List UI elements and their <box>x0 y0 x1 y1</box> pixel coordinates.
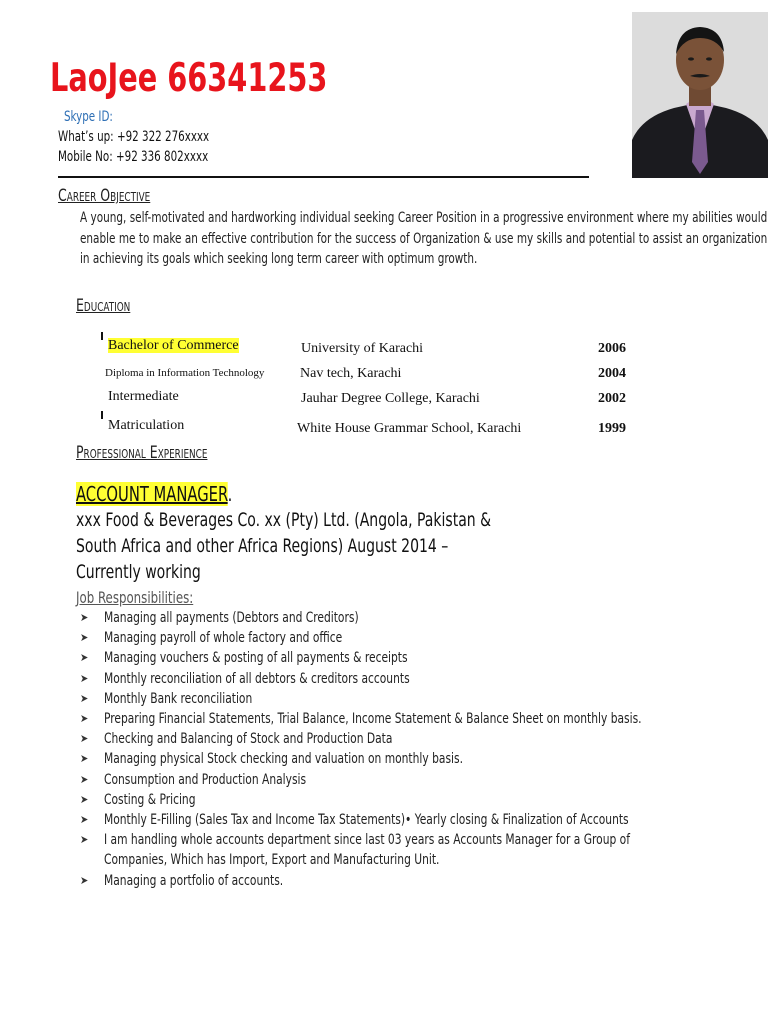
bullet-arrow-icon: ➤ <box>80 873 89 887</box>
header-divider <box>58 176 589 178</box>
edu-tick-2 <box>101 411 103 419</box>
edu-institute-4: White House Grammar School, Karachi <box>297 421 522 436</box>
edu-year-1: 2006 <box>598 341 626 356</box>
responsibility-text: Managing vouchers & posting of all payments & receipts <box>104 650 408 667</box>
edu-year-4: 1999 <box>598 421 626 436</box>
responsibility-item <box>80 749 768 769</box>
edu-year-3: 2002 <box>598 391 626 406</box>
section-education: Education <box>76 296 131 316</box>
bullet-arrow-icon: ➤ <box>80 712 89 726</box>
responsibility-text: Checking and Balancing of Stock and Production Data <box>104 731 393 748</box>
responsibility-text: Managing all payments (Debtors and Creditors) <box>104 610 359 626</box>
bullet-arrow-icon: ➤ <box>80 752 89 766</box>
edu-degree-3: Intermediate <box>108 389 179 404</box>
section-career-objective: Career Objective <box>58 186 151 206</box>
responsibility-item <box>80 729 768 749</box>
responsibility-item <box>80 810 768 830</box>
bullet-arrow-icon: ➤ <box>80 772 89 786</box>
responsibility-item <box>80 628 768 648</box>
section-professional-experience: Professional Experience <box>76 443 208 463</box>
responsibility-item <box>80 608 768 628</box>
edu-degree-1: Bachelor of Commerce <box>108 338 239 353</box>
responsibility-item <box>80 709 768 729</box>
responsibility-text: Monthly E-Filling (Sales Tax and Income Tax Statements)• Yearly closing & Finalization of Accounts <box>104 812 629 829</box>
candidate-name: LaoJee 66341253 <box>50 56 328 101</box>
edu-year-2: 2004 <box>598 366 626 381</box>
edu-degree-4: Matriculation <box>108 418 185 433</box>
edu-degree-2: Diploma in Information Technology <box>105 367 265 379</box>
responsibility-text: Costing & Pricing <box>104 791 196 808</box>
responsibility-text: Preparing Financial Statements, Trial Balance, Income Statement & Balance Sheet on monthly basis. <box>104 711 642 728</box>
responsibility-item <box>80 689 768 709</box>
responsibilities-heading: Job Responsibilities: <box>76 588 194 607</box>
bullet-arrow-icon: ➤ <box>80 732 89 746</box>
responsibility-text: Monthly reconciliation of all debtors & creditors accounts <box>104 670 410 687</box>
responsibilities-list <box>80 608 768 891</box>
responsibility-item <box>80 790 768 810</box>
edu-institute-2: Nav tech, Karachi <box>300 366 402 381</box>
skype-id: Skype ID: <box>64 109 113 125</box>
responsibility-item <box>80 648 768 668</box>
responsibility-text: I am handling whole accounts department since last 03 years as Accounts Manager for a Group of Companies, Which has Import, Export and Manufacturing Unit. <box>104 832 630 869</box>
mobile-number: Mobile No: +92 336 802xxxx <box>58 149 209 165</box>
responsibility-item <box>80 770 768 790</box>
responsibility-text: Managing payroll of whole factory and office <box>104 630 343 647</box>
edu-institute-1: University of Karachi <box>301 341 424 356</box>
whatsapp-number: What’s up: +92 322 276xxxx <box>58 129 210 145</box>
bullet-arrow-icon: ➤ <box>80 813 89 827</box>
bullet-arrow-icon: ➤ <box>80 611 89 624</box>
responsibility-text: Consumption and Production Analysis <box>104 771 307 788</box>
edu-tick-1 <box>101 332 103 340</box>
company-line-3: Currently working <box>76 561 201 583</box>
bullet-arrow-icon: ➤ <box>80 651 89 665</box>
company-line-1: xxx Food & Beverages Co. xx (Pty) Ltd. (Angola, Pakistan & <box>76 509 492 531</box>
bullet-arrow-icon: ➤ <box>80 691 89 705</box>
responsibility-item <box>80 830 768 870</box>
edu-institute-3: Jauhar Degree College, Karachi <box>301 391 480 406</box>
bullet-arrow-icon: ➤ <box>80 833 89 847</box>
bullet-arrow-icon: ➤ <box>80 631 89 645</box>
responsibility-text: Monthly Bank reconciliation <box>104 690 253 707</box>
bullet-arrow-icon: ➤ <box>80 671 89 685</box>
responsibility-text: Managing physical Stock checking and valuation on monthly basis. <box>104 751 463 768</box>
bullet-arrow-icon: ➤ <box>80 792 89 806</box>
profile-photo <box>632 12 768 178</box>
responsibility-item <box>80 871 768 891</box>
responsibility-text: Managing a portfolio of accounts. <box>104 872 284 889</box>
company-line-2: South Africa and other Africa Regions) August 2014 – <box>76 535 449 557</box>
responsibility-item <box>80 669 768 689</box>
objective-text: A young, self-motivated and hardworking individual seeking Career Position in a progressive environment where my abilities would enable me to make an effective contribution for the success of Organization & use my skills and potential to assist an organization in achieving its goals which seeking long term career with optimum growth. <box>80 210 768 267</box>
job-title: ACCOUNT MANAGER. <box>76 482 233 506</box>
